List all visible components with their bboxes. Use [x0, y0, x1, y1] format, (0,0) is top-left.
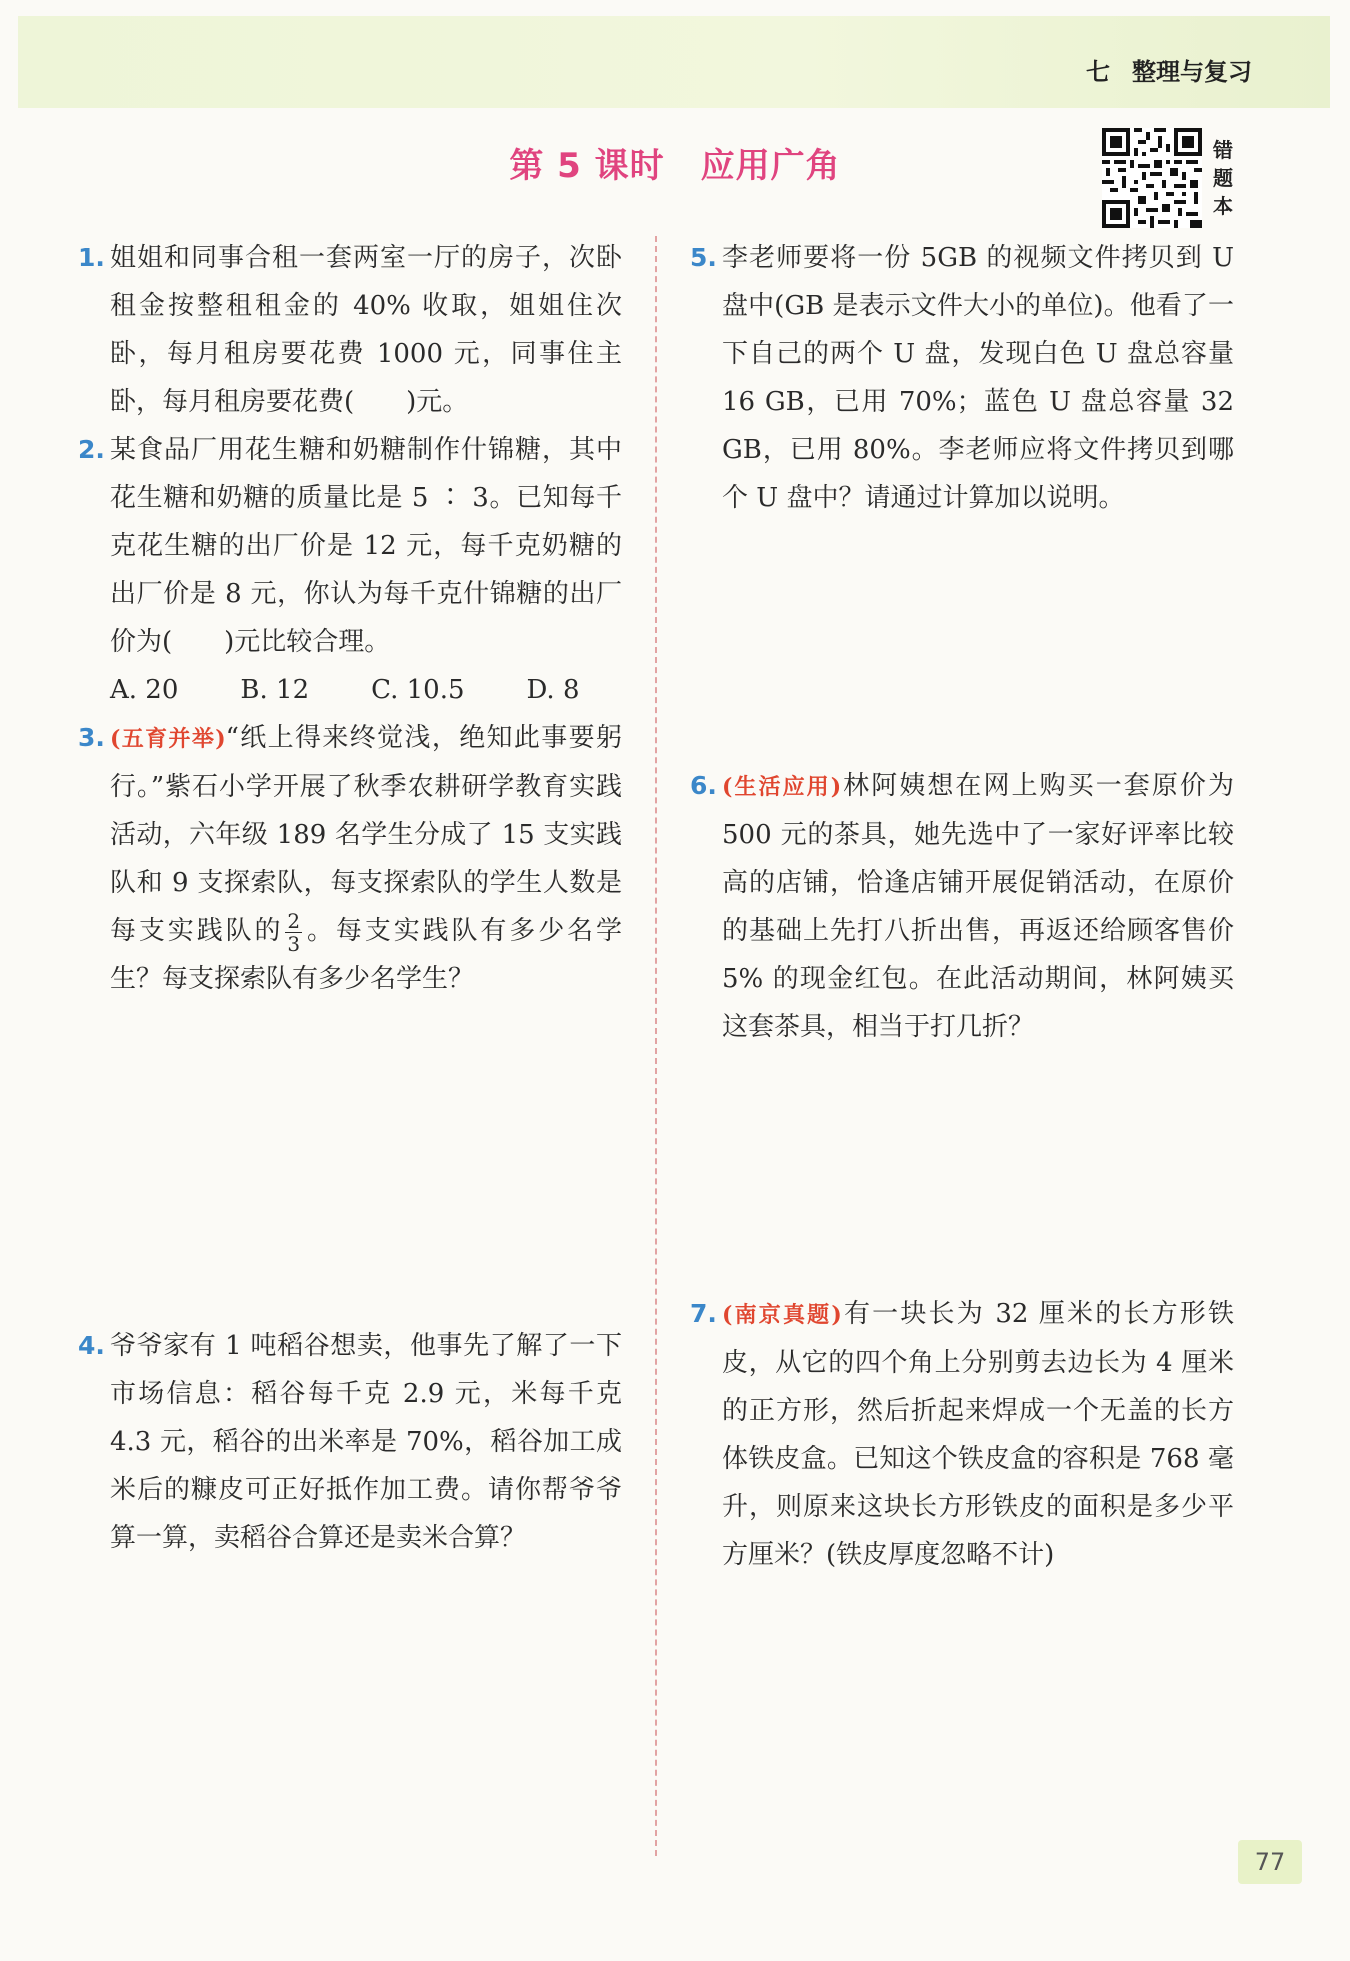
problem-2	[78, 426, 622, 714]
problem-text: 姐姐和同事合租一套两室一厅的房子，次卧租金按整租租金的 40% 收取，姐姐住次卧，每月租房要花费 1000 元，同事住主卧，每月租房要花费( )元。	[110, 243, 622, 417]
lesson-topic: 应用广角	[700, 146, 841, 186]
problem-3	[78, 714, 622, 1003]
fraction-numerator: 2	[287, 908, 301, 933]
problem-number: 5.	[690, 243, 717, 272]
problem-text: 林阿姨想在网上购买一套原价为 500 元的茶具，她先选中了一家好评率比较高的店铺，恰逢店铺开展促销活动，在原价的基础上先打八折出售，再返还给顾客售价 5% 的现金红包。在此活动期间，林阿姨买这套茶具，相当于打几折？	[722, 771, 1234, 1042]
choice-a[interactable]: A. 20	[110, 675, 179, 705]
column-divider	[655, 236, 657, 1856]
problem-4	[78, 1322, 622, 1562]
choice-d[interactable]: D. 8	[526, 675, 580, 705]
problem-7	[690, 1290, 1234, 1579]
lesson-number: 第 5 课时	[509, 146, 665, 186]
choice-c[interactable]: C. 10.5	[371, 675, 465, 705]
problem-text: 有一块长为 32 厘米的长方形铁皮，从它的四个角上分别剪去边长为 4 厘米的正方形，然后折起来焊成一个无盖的长方体铁皮盒。已知这个铁皮盒的容积是 768 毫升，则原来这块长方形铁皮的面积是多少平方厘米？(铁皮厚度忽略不计)	[722, 1299, 1234, 1570]
problem-number: 6.	[690, 771, 717, 800]
problem-number: 3.	[78, 723, 105, 752]
problem-number: 4.	[78, 1331, 105, 1360]
problem-1	[78, 234, 622, 426]
choice-list	[110, 666, 622, 714]
choice-b[interactable]: B. 12	[240, 675, 310, 705]
fraction	[285, 910, 302, 955]
problem-number: 1.	[78, 243, 105, 272]
problem-tag: (南京真题)	[722, 1302, 842, 1328]
problem-number: 2.	[78, 435, 105, 464]
problem-6	[690, 762, 1234, 1051]
problem-tag: (五育并举)	[110, 726, 226, 752]
page-number: 77	[1238, 1840, 1302, 1884]
problem-5	[690, 234, 1234, 522]
problem-text: 某食品厂用花生糖和奶糖制作什锦糖，其中花生糖和奶糖的质量比是 5 ∶ 3。已知每千克花生糖的出厂价是 12 元，每千克奶糖的出厂价是 8 元，你认为每千克什锦糖的出厂价为( )元比较合理。	[110, 435, 622, 657]
qr-caption: 错题本	[1213, 138, 1233, 218]
qr-code-icon[interactable]	[1102, 128, 1202, 228]
problem-tag: (生活应用)	[722, 774, 842, 800]
chapter-title: 整理与复习	[1132, 58, 1252, 86]
chapter-number: 七	[1086, 58, 1110, 86]
problem-text-continued: 。每支实践队有多少名学生？每支探索队有多少名学生？	[110, 916, 622, 994]
problem-text: 爷爷家有 1 吨稻谷想卖，他事先了解了一下市场信息：稻谷每千克 2.9 元，米每千克 4.3 元，稻谷的出米率是 70%，稻谷加工成米后的糠皮可正好抵作加工费。请你帮爷爷算一算，卖稻谷合算还是卖米合算？	[110, 1331, 622, 1553]
problem-text: “纸上得来终觉浅，绝知此事要躬行。”紫石小学开展了秋季农耕研学教育实践活动，六年级 189 名学生分成了 15 支实践队和 9 支探索队，每支探索队的学生人数是每支实践队的	[110, 723, 622, 946]
problem-number: 7.	[690, 1299, 717, 1328]
fraction-denominator: 3	[287, 931, 301, 956]
chapter-label	[1086, 52, 1252, 87]
problem-text: 李老师要将一份 5GB 的视频文件拷贝到 U 盘中(GB 是表示文件大小的单位)。他看了一下自己的两个 U 盘，发现白色 U 盘总容量 16 GB，已用 70%；蓝色 U 盘总容量 32 GB，已用 80%。李老师应将文件拷贝到哪个 U 盘中？请通过计算加以说明。	[722, 243, 1234, 513]
